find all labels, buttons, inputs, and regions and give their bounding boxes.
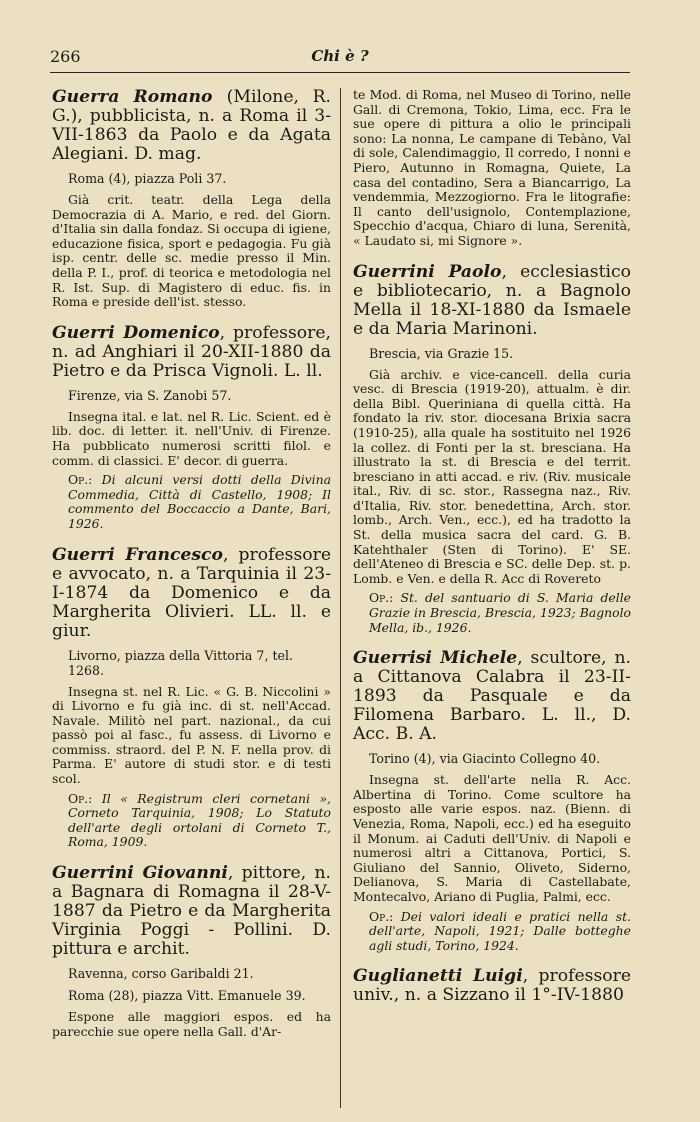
entry-body: Espone alle maggiori espos. ed ha parecchie sue opere nella Gall. d'Ar- bbox=[52, 1009, 331, 1039]
entry-heading: Guglianetti Luigi, professore univ., n. a Sizzano il 1°-IV-1880 bbox=[353, 966, 631, 1006]
entry-address: Torino (4), via Giacinto Collegno 40. bbox=[369, 751, 601, 767]
entry-address: Brescia, via Grazie 15. bbox=[369, 345, 514, 361]
entry-heading: Guerri Francesco, professore e avvocato, n. a Tarquinia il 23-I-1874 da Domenico e da Margherita Olivieri. LL. ll. e giur. bbox=[52, 544, 332, 641]
entry-name: Guerri Domenico bbox=[52, 322, 220, 343]
entry-address: Firenze, via S. Zanobi 57. bbox=[68, 387, 232, 403]
entry-address: Livorno, piazza della Vittoria 7, tel. 1268. bbox=[68, 647, 293, 678]
entry-name: Guerrisi Michele bbox=[353, 648, 518, 669]
entry-heading: Guerrini Paolo, ecclesiastico e bibliotecario, n. a Bagnolo Mella il 18-XI-1880 da Ismaele e da Maria Marinoni. bbox=[353, 261, 631, 339]
entry-guerrisi-michele bbox=[353, 649, 631, 953]
entry-works bbox=[353, 591, 631, 635]
entry-address-secondary: Roma (28), piazza Vitt. Emanuele 39. bbox=[68, 988, 306, 1004]
entry-heading: Guerrisi Michele, scultore, n. a Cittanova Calabra il 23-II-1893 da Pasquale e da Filomena Barbaro. L. ll., D. Acc. B. A. bbox=[353, 648, 632, 745]
entry-name: Guerra Romano bbox=[52, 87, 227, 107]
entry-body: Già crit. teatr. della Lega della Democrazia di A. Mario, e red. del Giorn. d'Italia sin dalla fondaz. Si occupa di igiene, educazione fisica, sport e pedagogia. Fu già isp. centr. delle sc. medie presso il Min. della P. I., prof. di teorica e metodologia nel R. Ist. Sup. di Magistero di educ. fis. in Roma e preside dell'ist. stesso. bbox=[52, 192, 331, 310]
entry-name: Guerri Francesco bbox=[52, 544, 223, 565]
page-header bbox=[50, 44, 630, 68]
column-divider bbox=[340, 88, 341, 1108]
entry-body: Insegna st. nel R. Lic. « G. B. Niccolini » di Livorno e fu già inc. di st. nell'Accad. Navale. Militò nel part. nazional., da cui passò poi al fasc., fu assess. di Livorno e commiss. straord. del P. N. F. nella prov. di Parma. E' autore di studi stor. e di testi scol. bbox=[52, 683, 331, 787]
entry-heading: Guerri Domenico, professore, n. ad Anghiari il 20-XII-1880 da Pietro e da Prisca Vignoli. L. ll. bbox=[52, 322, 331, 381]
works-text: St. del santuario di S. Maria delle Grazie in Brescia, Brescia, 1923; Bagnolo Mella, ib., 1926. bbox=[369, 590, 631, 635]
entry-name: Guerrini Paolo bbox=[353, 261, 502, 282]
running-head: Chi è ? bbox=[311, 47, 369, 65]
works-text: Dei valori ideali e pratici nella st. dell'arte, Napoli, 1921; Dalle botteghe agli studi, Torino, 1924. bbox=[369, 908, 631, 953]
entry-address: Roma (4), piazza Poli 37. bbox=[68, 171, 227, 186]
entry-guerri-domenico bbox=[52, 324, 331, 532]
works-label: Op.: bbox=[68, 790, 93, 806]
page-number: 266 bbox=[50, 47, 81, 66]
entry-body: Insegna st. dell'arte nella R. Acc. Albertina di Torino. Come scultore ha esposto alle varie espos. naz. (Bienn. di Venezia, Roma, Napoli, ecc.) ed ha eseguito il Monum. ai Caduti dell'Univ. di Napoli e numerosi altri a Cittanova, Portici, S. Giuliano del Sannio, Oliveto, Siderno, Delianova, S. Maria di Castellabate, Montecalvo, Ariano di Puglia, Palmi, ecc. bbox=[353, 772, 631, 904]
works-label: Op.: bbox=[369, 908, 394, 924]
entry-address: Ravenna, corso Garibaldi 21. bbox=[68, 966, 254, 982]
entry-heading: Guerra Romano (Milone, R. G.), pubblicista, n. a Roma il 3-VII-1863 da Paolo e da Agata Alegiani. D. mag. bbox=[52, 87, 331, 164]
entry-guerrini-giovanni bbox=[52, 864, 331, 1039]
entry-works bbox=[52, 473, 331, 531]
entry-heading: Guerrini Giovanni, pittore, n. a Bagnara di Romagna il 28-V-1887 da Pietro e da Margherita Virginia Poggi - Pollini. D. pittura e archit. bbox=[52, 863, 331, 960]
works-text: Il « Registrum cleri cornetani », Corneto Tarquinia, 1908; Lo Statuto dell'arte degli ortolani di Corneto T., Roma, 1909. bbox=[68, 790, 331, 850]
works-text: Di alcuni versi dotti della Divina Commedia, Città di Castello, 1908; Il commento del Boccaccio a Dante, Bari, 1926. bbox=[68, 472, 331, 531]
entry-works bbox=[353, 910, 631, 954]
works-label: Op.: bbox=[68, 472, 93, 488]
works-label: Op.: bbox=[369, 590, 394, 606]
entry-body: Già archiv. e vice-cancell. della curia vesc. di Brescia (1919-20), attualm. è dir. della Bibl. Queriniana di quella città. Ha fondato la riv. stor. diocesana Brixia sacra (1910-25), alla quale ha sostituito nel 1926 la collez. di Fonti per la st. bresciana. Ha illustrato la st. di Brescia e del territ. bresciano in atti accad. e riv. (Riv. musicale ital., Riv. di sc. stor., Rassegna naz., Riv. d'Italia, Riv. stor. benedettina, Arch. stor. lomb., Arch. Ven., ecc.), ed ha tradotto la St. della musica sacra del card. G. B. Katehthaler (Sten di Torino). E' SE. dell'Ateneo di Brescia e SC. delle Dep. st. p. Lomb. e Ven. e della R. Acc di Rovereto bbox=[353, 366, 631, 586]
header-rule bbox=[50, 72, 630, 73]
entry-guerrini-paolo bbox=[353, 263, 631, 636]
entry-works bbox=[52, 792, 331, 850]
entry-name: Guerrini Giovanni bbox=[52, 863, 228, 884]
entry-body: Insegna ital. e lat. nel R. Lic. Scient. ed è lib. doc. di letter. it. nell'Univ. di Firenze. Ha pubblicato numerosi scritti filol. e comm. di classici. E' decor. di guerra. bbox=[52, 408, 331, 468]
left-column bbox=[52, 88, 331, 1053]
entry-guerri-francesco bbox=[52, 546, 331, 851]
entry-name: Guglianetti Luigi bbox=[353, 966, 523, 987]
entry-guglianetti-luigi bbox=[353, 967, 631, 1005]
right-column bbox=[353, 88, 631, 1019]
entry-guerra-romano bbox=[52, 88, 331, 310]
entry-continuation: te Mod. di Roma, nel Museo di Torino, nelle Gall. di Cremona, Tokio, Lima, ecc. Fra le sue opere di pittura a olio le principali sono: La nonna, Le campane di Tebàno, Val di sole, Calendimaggio, Il corredo, I nonni e Piero, Autunno in Romagna, Quiete, La casa del contadino, Sera a Biancarrigo, La vendemmia, Mezzogiorno. Fra le litografie: Il canto dell'usignolo, Contemplazione, Specchio d'acqua, Chiaro di luna, Serenità, « Laudato si, mi Signore ». bbox=[353, 87, 631, 248]
